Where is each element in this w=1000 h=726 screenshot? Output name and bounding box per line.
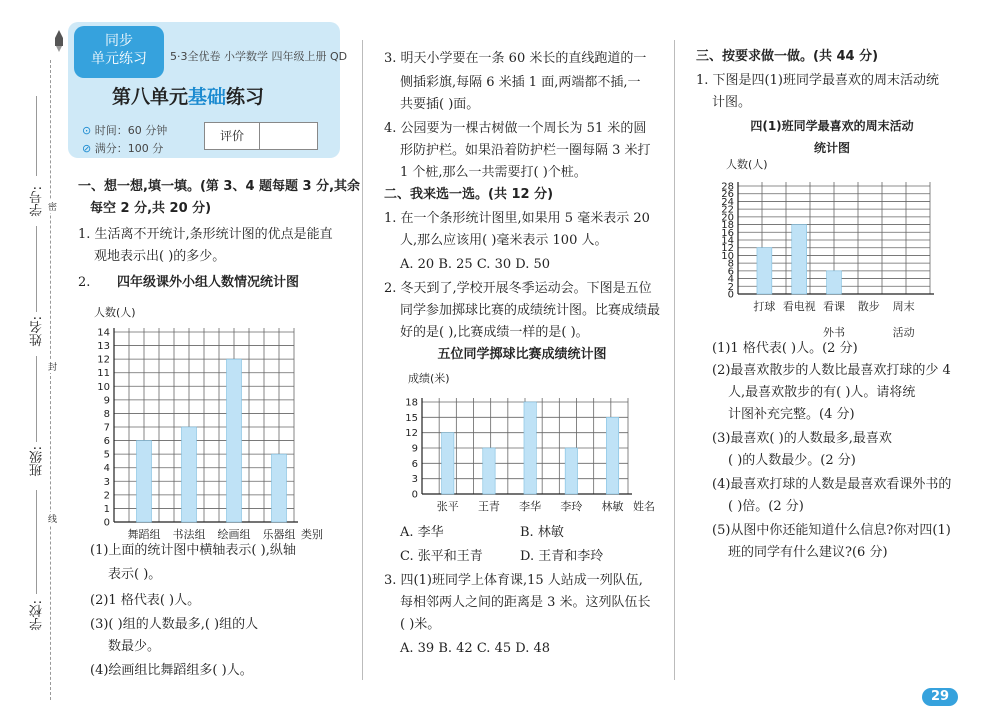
question-3-cont: 侧插彩旗,每隔 6 米插 1 面,两端都不插,一 xyxy=(400,75,641,90)
chart-weekend-activities xyxy=(696,116,986,338)
y-tick-label: 0 xyxy=(103,517,110,529)
line-name xyxy=(36,356,37,442)
y-axis-label: 人数(人) xyxy=(726,158,768,171)
y-tick-label: 12 xyxy=(405,428,418,440)
y-axis-label: 成绩(米) xyxy=(408,372,450,385)
bar xyxy=(182,427,197,522)
question-3-cont2: 共要插( )面。 xyxy=(400,97,480,112)
y-tick-label: 9 xyxy=(411,443,418,455)
score-info xyxy=(82,140,163,156)
bar xyxy=(524,402,536,494)
x-tick-label: 李华 xyxy=(519,500,542,513)
x-tick-label: 打球 xyxy=(753,300,776,313)
title-pre: 第八单元 xyxy=(112,86,189,108)
bar xyxy=(757,248,772,294)
seal-feng: 封 xyxy=(48,360,57,373)
class-label: 班级: xyxy=(30,446,45,477)
question-2-sub1: (1)上面的统计图中横轴表示( ),纵轴 xyxy=(90,543,296,558)
column-divider xyxy=(674,40,675,680)
evaluation-box[interactable] xyxy=(204,122,318,150)
x-tick-label: 活动 xyxy=(892,326,915,338)
page-number: 29 xyxy=(922,688,958,706)
choice-2-option-a: A. 李华 xyxy=(400,525,444,540)
problem-1-sub4: (4)最喜欢打球的人数是最喜欢看课外书的 xyxy=(712,477,952,492)
y-tick-label: 5 xyxy=(103,449,110,461)
x-axis-label: 姓名 xyxy=(633,500,655,513)
section-1-heading: 一、想一想,填一填。(第 3、4 题每题 3 分,其余 xyxy=(78,179,361,194)
x-tick-label: 绘画组 xyxy=(217,528,251,540)
problem-1-sub3: (3)最喜欢( )的人数最多,最喜欢 xyxy=(712,431,892,446)
rocket-icon xyxy=(54,30,64,52)
bar xyxy=(483,448,495,494)
y-tick-label: 1 xyxy=(103,503,110,515)
x-tick-label: 书法组 xyxy=(172,528,206,540)
chart-title: 四年级课外小组人数情况统计图 xyxy=(116,275,300,290)
chart-interest-groups xyxy=(76,268,340,540)
y-tick-label: 14 xyxy=(721,235,734,247)
y-tick-label: 0 xyxy=(727,289,734,301)
y-tick-label: 4 xyxy=(727,274,734,286)
seal-xian: 线 xyxy=(48,512,57,525)
x-tick-label: 乐器组 xyxy=(262,528,296,540)
y-tick-label: 8 xyxy=(103,408,110,420)
problem-1: 1. 下图是四(1)班同学最喜欢的周末活动统 xyxy=(696,73,939,88)
title-highlight: 基础 xyxy=(188,86,227,108)
bar xyxy=(137,441,152,522)
y-tick-label: 2 xyxy=(727,281,734,293)
question-2-sub3-cont: 数最少。 xyxy=(108,639,161,654)
student-name-label: 姓名: xyxy=(30,316,45,347)
y-tick-label: 12 xyxy=(97,354,110,366)
bar xyxy=(442,433,454,494)
seal-mi: 密 xyxy=(48,200,57,213)
choice-2: 2. 冬天到了,学校开展冬季运动会。下图是五位 xyxy=(384,281,652,296)
choice-2-option-b: B. 林敏 xyxy=(520,525,564,540)
choice-2-cont2: 好的是( ),比赛成绩一样的是( )。 xyxy=(400,325,589,340)
problem-1-sub5-cont: 班的同学有什么建议?(6 分) xyxy=(728,545,888,560)
x-tick-label: 看课 xyxy=(823,300,845,313)
chart-title: 四(1)班同学最喜欢的周末活动 xyxy=(750,119,914,133)
question-2-sub2: (2)1 格代表( )人。 xyxy=(90,593,201,608)
line-name xyxy=(36,226,37,312)
check-icon: ⊘ xyxy=(82,142,95,155)
y-tick-label: 16 xyxy=(721,227,734,239)
badge-line1: 同步 xyxy=(105,33,133,49)
choice-3-options: A. 39 B. 42 C. 45 D. 48 xyxy=(400,641,551,656)
x-tick-label: 看电视 xyxy=(782,300,816,313)
x-tick-label: 张平 xyxy=(436,500,459,513)
line-name xyxy=(36,96,37,176)
x-tick-label: 周末 xyxy=(892,300,915,313)
chart-throwing-scores xyxy=(384,346,668,520)
y-tick-label: 3 xyxy=(411,474,418,486)
y-tick-label: 18 xyxy=(405,397,418,409)
y-tick-label: 0 xyxy=(411,489,418,501)
problem-1-sub4-cont: ( )倍。(2 分) xyxy=(728,499,804,514)
y-tick-label: 7 xyxy=(103,422,110,434)
binding-margin xyxy=(0,0,62,726)
question-4-cont: 形防护栏。如果沿着防护栏一圈每隔 3 米打 xyxy=(400,143,651,158)
y-tick-label: 26 xyxy=(721,189,734,201)
question-2-sub1-cont: 表示( )。 xyxy=(108,567,162,582)
bar xyxy=(565,448,577,494)
y-tick-label: 14 xyxy=(97,327,110,339)
problem-1-sub2-cont2: 计图补充完整。(4 分) xyxy=(728,407,855,422)
badge-line2: 单元练习 xyxy=(91,51,147,67)
y-tick-label: 6 xyxy=(103,436,110,448)
page-title xyxy=(112,82,264,109)
binding-line xyxy=(50,60,51,700)
column-divider xyxy=(362,40,363,680)
problem-1-sub2-cont: 人,最喜欢散步的有( )人。请将统 xyxy=(728,385,916,400)
x-tick-label: 散步 xyxy=(857,300,880,313)
choice-1: 1. 在一个条形统计图里,如果用 5 毫米表示 20 xyxy=(384,211,650,226)
choice-3: 3. 四(1)班同学上体育课,15 人站成一列队伍, xyxy=(384,573,643,588)
section-3-heading: 三、按要求做一做。(共 44 分) xyxy=(696,49,879,64)
choice-2-cont: 同学参加掷球比赛的成绩统计图。比赛成绩最 xyxy=(400,303,661,318)
bar xyxy=(606,417,618,494)
y-tick-label: 10 xyxy=(97,381,110,393)
time-info xyxy=(82,122,167,138)
y-tick-label: 15 xyxy=(405,412,418,424)
y-tick-label: 18 xyxy=(721,220,734,232)
bar xyxy=(227,359,242,522)
choice-3-cont2: ( )米。 xyxy=(400,617,441,632)
line-name xyxy=(36,490,37,594)
bar xyxy=(272,454,287,522)
y-tick-label: 6 xyxy=(727,266,734,278)
y-tick-label: 11 xyxy=(97,368,110,380)
y-tick-label: 8 xyxy=(727,258,734,270)
section-2-heading: 二、我来选一选。(共 12 分) xyxy=(384,187,554,202)
question-1: 1. 生活离不开统计,条形统计图的优点是能直 xyxy=(78,227,333,242)
question-2-number: 2. xyxy=(78,275,91,290)
y-tick-label: 4 xyxy=(103,463,110,475)
y-tick-label: 3 xyxy=(103,476,110,488)
choice-1-options: A. 20 B. 25 C. 30 D. 50 xyxy=(400,257,551,272)
y-tick-label: 13 xyxy=(97,341,110,353)
question-1-cont: 观地表示出( )的多少。 xyxy=(94,249,226,264)
y-tick-label: 24 xyxy=(721,196,734,208)
y-tick-label: 2 xyxy=(103,490,110,502)
problem-1-sub1: (1)1 格代表( )人。(2 分) xyxy=(712,341,858,356)
choice-3-cont: 每相邻两人之间的距离是 3 米。这列队伍长 xyxy=(400,595,651,610)
problem-1-sub2: (2)最喜欢散步的人数比最喜欢打球的少 4 xyxy=(712,363,951,378)
problem-1-cont: 计图。 xyxy=(712,95,752,110)
evaluation-label: 评价 xyxy=(205,123,260,149)
x-axis-label: 类别 xyxy=(301,528,323,540)
choice-2-option-c: C. 张平和王青 xyxy=(400,549,483,564)
student-number-label: 学号: xyxy=(30,186,45,217)
section-1-heading-cont: 每空 2 分,共 20 分) xyxy=(90,201,212,216)
series-info: 5·3全优卷 小学数学 四年级上册 QD xyxy=(170,50,348,63)
x-tick-label: 外书 xyxy=(823,326,845,338)
y-tick-label: 9 xyxy=(103,395,110,407)
score-text: 满分：100 分 xyxy=(94,142,164,155)
bar xyxy=(827,271,842,294)
y-tick-label: 28 xyxy=(721,181,734,193)
school-label: 学校: xyxy=(30,600,45,631)
y-tick-label: 20 xyxy=(721,212,734,224)
y-axis-label: 人数(人) xyxy=(94,306,136,319)
chart-title: 统计图 xyxy=(813,141,851,155)
unit-badge xyxy=(74,26,164,78)
question-4: 4. 公园要为一棵古树做一个周长为 51 米的圆 xyxy=(384,121,647,136)
bar xyxy=(792,225,807,294)
choice-2-option-d: D. 王青和李玲 xyxy=(520,549,604,564)
question-3: 3. 明天小学要在一条 60 米长的直线跑道的一 xyxy=(384,51,647,66)
problem-1-sub3-cont: ( )的人数最少。(2 分) xyxy=(728,453,856,468)
x-tick-label: 林敏 xyxy=(601,500,624,513)
question-4-cont2: 1 个桩,那么一共需要打( )个桩。 xyxy=(400,165,587,180)
clock-icon: ⊙ xyxy=(82,124,95,137)
y-tick-label: 22 xyxy=(721,204,734,216)
problem-1-sub5: (5)从图中你还能知道什么信息?你对四(1) xyxy=(712,523,951,538)
x-tick-label: 王青 xyxy=(477,500,500,513)
title-post: 练习 xyxy=(226,86,265,108)
choice-1-cont: 人,那么应该用( )毫米表示 100 人。 xyxy=(400,233,608,248)
x-tick-label: 舞蹈组 xyxy=(127,528,161,540)
question-2-sub3: (3)( )组的人数最多,( )组的人 xyxy=(90,617,259,632)
y-tick-label: 6 xyxy=(411,458,418,470)
y-tick-label: 12 xyxy=(721,243,734,255)
time-text: 时间：60 分钟 xyxy=(94,124,168,137)
x-tick-label: 李玲 xyxy=(560,500,583,513)
question-2-sub4: (4)绘画组比舞蹈组多( )人。 xyxy=(90,663,253,678)
y-tick-label: 10 xyxy=(721,250,734,262)
chart-title: 五位同学掷球比赛成绩统计图 xyxy=(437,347,607,362)
